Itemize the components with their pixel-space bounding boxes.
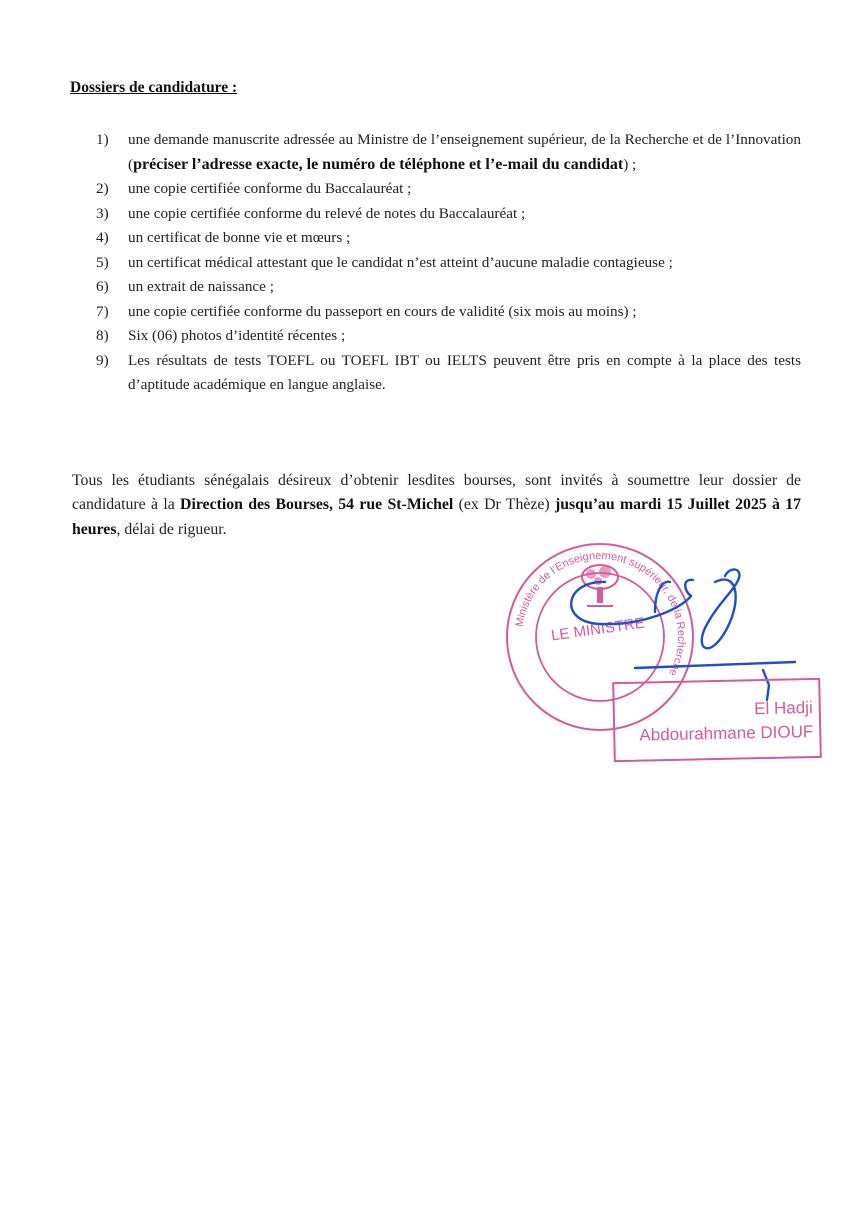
closing-text: (ex Dr Thèze): [453, 496, 555, 514]
item-number: 5): [96, 253, 109, 271]
closing-bold-deadline: jusqu’au mardi 15 Juillet 2025 à 17 heures: [72, 496, 802, 538]
official-stamp-and-signature: [505, 520, 835, 780]
item-text-bold: préciser l’adresse exacte, le numéro de téléphone et l’e-mail du candidat: [133, 155, 624, 173]
item-text: un certificat de bonne vie et mœurs ;: [128, 229, 351, 246]
item-text: Les résultats de tests TOEFL ou TOEFL IBT ou IELTS peuvent être pris en compte à la place des tests d’aptitude académique en langue anglaise.: [128, 351, 801, 393]
seal-ring-text: Ministère de l’Enseignement supérieur, de la Recherche: [513, 549, 688, 678]
closing-bold-address: Direction des Bourses, 54 rue St-Michel: [180, 496, 454, 514]
list-item: [96, 300, 801, 325]
closing-text: , délai de rigueur.: [116, 520, 227, 538]
signatory-first-name: El Hadji: [753, 697, 813, 719]
signature-name-box: [612, 678, 822, 762]
item-text: une copie certifiée conforme du relevé de notes du Baccalauréat ;: [128, 204, 526, 222]
requirements-list: [96, 128, 801, 398]
item-number: 7): [96, 302, 109, 320]
signatory-full-name: Abdourahmane DIOUF: [639, 721, 814, 745]
item-text: un certificat médical attestant que le candidat n’est atteint d’aucune maladie contagieuse ;: [128, 253, 673, 271]
item-number: 8): [96, 327, 109, 344]
item-text-part: ) ;: [623, 155, 637, 173]
item-text: une copie certifiée conforme du passeport en cours de validité (six mois au moins) ;: [128, 302, 637, 320]
item-number: 1): [96, 131, 109, 148]
list-item: [96, 128, 801, 177]
item-number: 3): [96, 204, 109, 222]
item-text: [128, 128, 801, 177]
list-item: [96, 275, 801, 300]
item-text: une copie certifiée conforme du Baccalauréat ;: [128, 180, 412, 197]
item-number: 6): [96, 278, 109, 295]
item-number: 9): [96, 351, 109, 369]
item-number: 4): [96, 229, 109, 246]
list-item: [96, 251, 801, 276]
item-text: Six (06) photos d’identité récentes ;: [128, 327, 346, 344]
section-title: Dossiers de candidature :: [70, 79, 238, 96]
list-item: [96, 177, 801, 202]
item-text-part: une demande manuscrite adressée au Ministre de l’enseignement supérieur, de la Recherche et de l’Innovation (: [128, 131, 801, 173]
list-item: [96, 324, 801, 349]
seal-center-text: LE MINISTRE: [550, 614, 646, 645]
list-item: [96, 349, 801, 398]
list-item: [96, 202, 801, 227]
list-item: [96, 226, 801, 251]
item-number: 2): [96, 180, 109, 197]
item-text: un extrait de naissance ;: [128, 278, 274, 295]
closing-text: Tous les étudiants sénégalais désireux d’obtenir lesdites bourses, sont invités à soumettre leur dossier de candidature à la: [72, 471, 801, 514]
